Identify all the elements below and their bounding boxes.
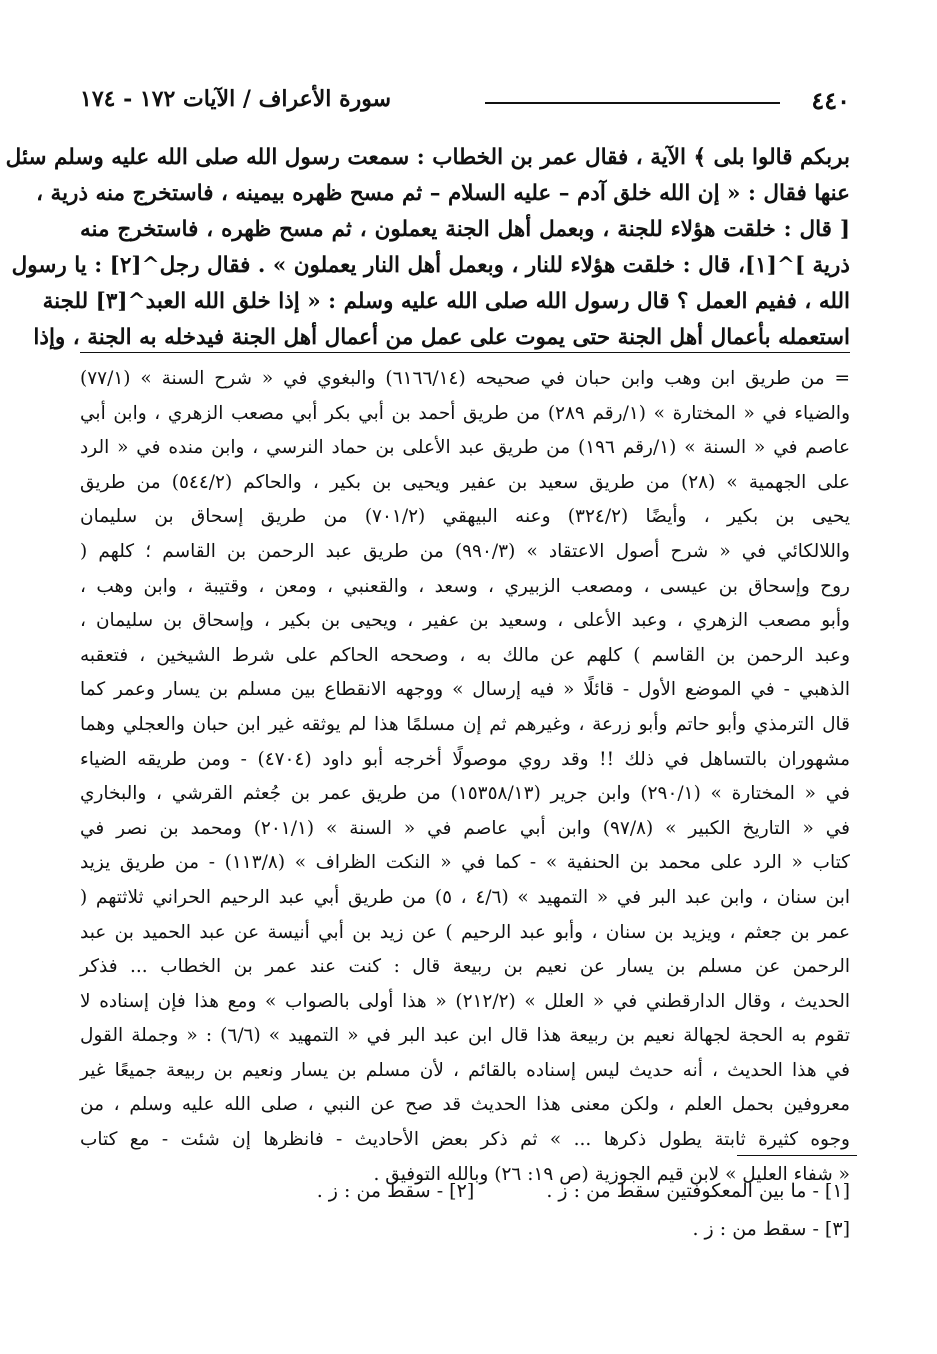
page-number: ٤٤٠ xyxy=(811,86,850,115)
footnote-line: يحيى بن بكير ، وأيضًا (٣٢٤/٢) وعنه البيهقي (٧٠١/٢) من طريق إسحاق بن سليمان xyxy=(80,506,850,528)
footnote-line: عمر بن جعثم ، ويزيد بن سنان ، وأبو عبد الرحيم ) عن زيد بن أبي أنيسة عن عبد الحميد بن عبد xyxy=(80,921,850,943)
footnote-line: ابن سنان ، وابن عبد البر في « التمهيد » (٤/٦ ، ٥) من طريق أبي عبد الرحيم الحراني ثلاثتهم ( xyxy=(80,886,851,908)
main-text-line: استعمله بأعمال أهل الجنة حتى يموت على عمل من أعمال أهل الجنة فيدخله به الجنة ، وإذا xyxy=(33,325,850,350)
footnote-line: وأبو مصعب الزهري ، وعبد الأعلى ، وسعيد بن عفير ، ويحيى بن بكير ، وإسحاق بن سليمان ، xyxy=(80,610,850,632)
footnote-line: تقوم به الحجة لجهالة نعيم بن ربيعة هذا قال ابن عبد البر في « التمهيد » (٦/٦) : « وجملة القول xyxy=(80,1025,850,1047)
footnote-line: واللالكائي في « شرح أصول الاعتقاد » (٩٩٠/٣) من طريق عبد الرحمن بن القاسم ؛ كلهم ( xyxy=(80,540,850,562)
footnote-line: = من طريق ابن وهب وابن حبان في صحيحه (٦١٦٦/١٤) والبغوي في « شرح السنة » (٧٧/١) xyxy=(80,368,851,389)
notes-rule xyxy=(737,1155,857,1156)
editor-notes xyxy=(80,1172,850,1248)
footnote-line: كتاب « الرد على محمد بن الحنفية » - كما في « النكت الظراف » (١١٣/٨) - من طريق يزيد xyxy=(80,852,850,874)
footnote-line: في هذا الحديث ، أنه حديث ليس إسناده بالقائم ، لأن مسلم بن يسار ونعيم بن ربيعة جميعًا غير xyxy=(80,1059,850,1081)
main-text-line: عنها فقال : « إن الله خلق آدم – عليه السلام – ثم مسح ظهره بيمينه ، فاستخرج منه ذرية ، xyxy=(36,181,850,206)
footnote-line: الرحمن عن مسلم بن يسار عن نعيم بن ربيعة قال : كنت عند عمر بن الخطاب ... فذكر xyxy=(80,956,850,978)
running-title: سورة الأعراف / الآيات ١٧٢ - ١٧٤ xyxy=(80,86,392,112)
footnote-line: الذهبي - في الموضع الأول - قائلًا « فيه إرسال » ووجهه الانقطاع بين مسلم بن يسار وعمر كما xyxy=(80,679,850,701)
footnote-line: « شفاء العليل » لابن قيم الجوزية (ص ١٩: ٢٦) وبالله التوفيق . xyxy=(373,1163,850,1185)
main-text-line: بربكم قالوا بلى ﴾ الآية ، فقال عمر بن الخطاب : سمعت رسول الله صلى الله عليه وسلم سئل xyxy=(5,145,850,170)
page-header xyxy=(80,86,850,120)
note-1: [١] - ما بين المعكوفتين سقط من : ز . xyxy=(546,1180,850,1202)
footnote-line: في « المختارة » (٢٩٠/١) وابن جرير (١٥٣٥٨/١٣) من طريق عمر بن جُعثم القرشي ، والبخاري xyxy=(80,783,850,805)
footnote-line: والضياء في « المختارة » (١/رقم ٢٨٩) من طريق أحمد بن أبي بكر أبي مصعب الزهري ، وابن أبي xyxy=(80,402,851,424)
footnote-line: الحديث ، وقال الدارقطني في « العلل » (٢١٢/٢) « هذا أولى بالصواب » ومع هذا فإن إسناده لا xyxy=(80,990,850,1012)
footnote-line: مشهوران بالتساهل في ذلك !! وقد روي موصولًا أخرجه أبو داود (٤٧٠٤) - ومن طريقه الضياء xyxy=(80,748,850,770)
footnote-line: روح وإسحاق بن عيسى ، ومصعب الزبيري ، وسعد ، والقعنبي ، ومعن ، وقتيبة ، وابن وهب ، xyxy=(80,575,850,597)
main-text xyxy=(5,140,850,356)
note-row xyxy=(80,1210,850,1248)
text-footnote-divider xyxy=(80,352,850,353)
footnote-line: عاصم في « السنة » (١/رقم ١٩٦) من طريق عبد الأعلى بن حماد النرسي ، وابن منده في « الرد xyxy=(80,437,851,459)
header-rule xyxy=(485,102,780,104)
footnote-line: في « التاريخ الكبير » (٩٧/٨) وابن أبي عاصم في « السنة » (٢٠١/١) ومحمد بن نصر في xyxy=(80,817,851,839)
note-3: [٣] - سقط من : ز . xyxy=(692,1218,850,1240)
footnote-line: على الجهمية » (٢٨) من طريق سعيد بن عفير ويحيى بن بكير ، والحاكم (٥٤٤/٢) من طريق xyxy=(80,471,850,493)
footnote-line: معروفين بحمل العلم ، ولكن معنى هذا الحديث قد صح عن النبي ، صلى الله عليه وسلم ، من xyxy=(80,1094,850,1116)
main-text-line: ذرية ]^[١]، قال : خلقت هؤلاء للنار ، وبعمل أهل النار يعملون » . فقال رجل^[٢] : يا رسول xyxy=(11,253,850,278)
main-text-line: [ قال : خلقت هؤلاء للجنة ، وبعمل أهل الجنة يعملون ، ثم مسح ظهره ، فاستخرج منه xyxy=(80,217,850,242)
main-text-line: الله ، ففيم العمل ؟ قال رسول الله صلى الله عليه وسلم : « إذا خلق الله العبد^[٣] للجنة xyxy=(42,289,850,314)
note-2: [٢] - سقط من : ز . xyxy=(316,1180,475,1202)
footnote-line: قال الترمذي وأبو حاتم وأبو زرعة ، وغيرهم ثم إن مسلمًا هذا لم يوثقه غير ابن حبان والعجلي وهما xyxy=(80,713,850,735)
footnote-continuation xyxy=(80,362,850,1192)
note-row xyxy=(80,1172,850,1210)
footnote-line: وعبد الرحمن بن القاسم ) كلهم عن مالك به ، وصححه الحاكم على شرط الشيخين ، فتعقبه xyxy=(80,644,850,666)
footnote-line: وجوه كثيرة ثابتة يطول ذكرها ... » ثم ذكر بعض الأحاديث - فانظرها إن شئت - مع كتاب xyxy=(80,1129,850,1151)
